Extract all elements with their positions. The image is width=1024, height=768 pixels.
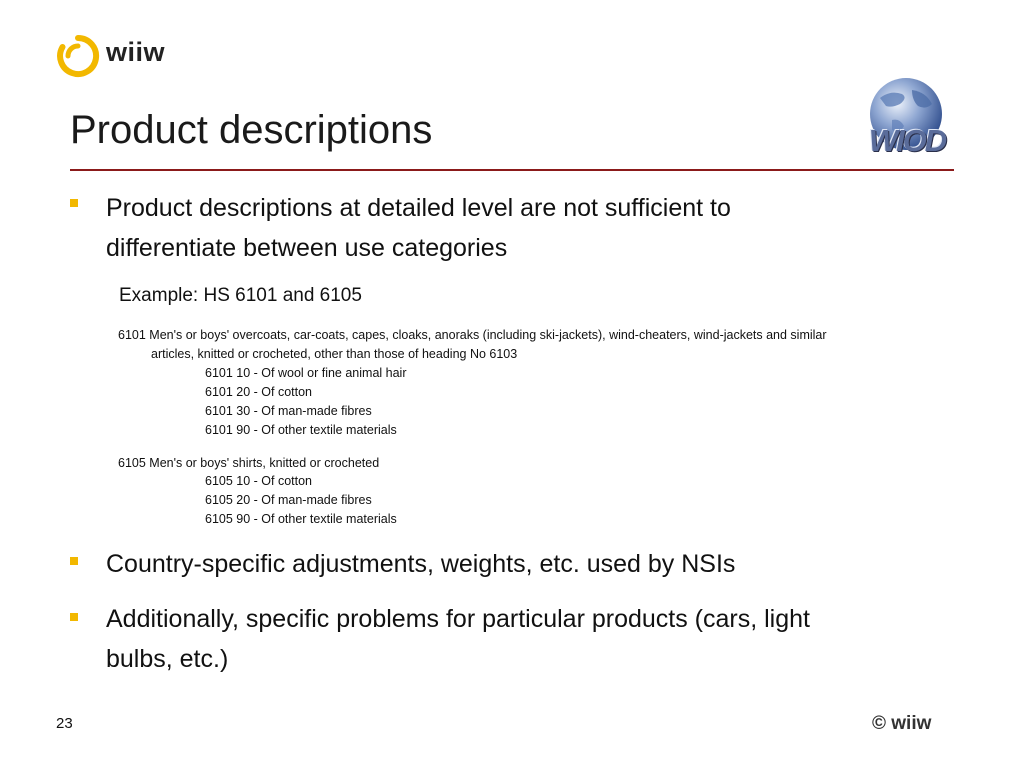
wiiw-ring-icon (56, 34, 100, 78)
wiod-logo-text: WIOD (868, 123, 946, 158)
bullet-marker (70, 613, 78, 621)
bullet-marker (70, 557, 78, 565)
bullet-3-line-2: bulbs, etc.) (106, 645, 229, 673)
title-divider (70, 169, 954, 171)
hs-6105-item: 6105 20 - Of man-made fibres (205, 493, 372, 507)
page-title: Product descriptions (70, 108, 433, 152)
bullet-1-line-1: Product descriptions at detailed level are not sufficient to (106, 194, 731, 222)
wiod-logo (862, 76, 952, 160)
copyright: © wiiw (872, 713, 932, 734)
page-number: 23 (56, 715, 73, 732)
bullet-3-line-1: Additionally, specific problems for particular products (cars, light (106, 605, 810, 633)
hs-6101-description: 6101 Men's or boys' overcoats, car-coats, capes, cloaks, anoraks (including ski-jackets), wind-cheaters, wind-jackets and similar (118, 328, 827, 342)
bullet-1-line-2: differentiate between use categories (106, 234, 508, 262)
bullet-2-line-1: Country-specific adjustments, weights, etc. used by NSIs (106, 550, 736, 578)
hs-6101-description-cont: articles, knitted or crocheted, other than those of heading No 6103 (151, 347, 518, 361)
hs-6101-item: 6101 10 - Of wool or fine animal hair (205, 366, 407, 380)
bullet-marker (70, 199, 78, 207)
hs-6105-item: 6105 10 - Of cotton (205, 474, 313, 488)
hs-6105-item: 6105 90 - Of other textile materials (205, 512, 397, 526)
wiiw-logo (56, 34, 196, 78)
hs-6101-item: 6101 90 - Of other textile materials (205, 423, 397, 437)
logo-text: wiiw (106, 37, 166, 67)
hs-6101-item: 6101 30 - Of man-made fibres (205, 404, 372, 418)
hs-6101-item: 6101 20 - Of cotton (205, 385, 313, 399)
example-heading: Example: HS 6101 and 6105 (119, 285, 362, 306)
bullet-3 (106, 599, 810, 679)
hs-6105-description: 6105 Men's or boys' shirts, knitted or crocheted (118, 456, 380, 470)
bullet-2 (106, 544, 735, 584)
bullet-1 (106, 188, 731, 268)
